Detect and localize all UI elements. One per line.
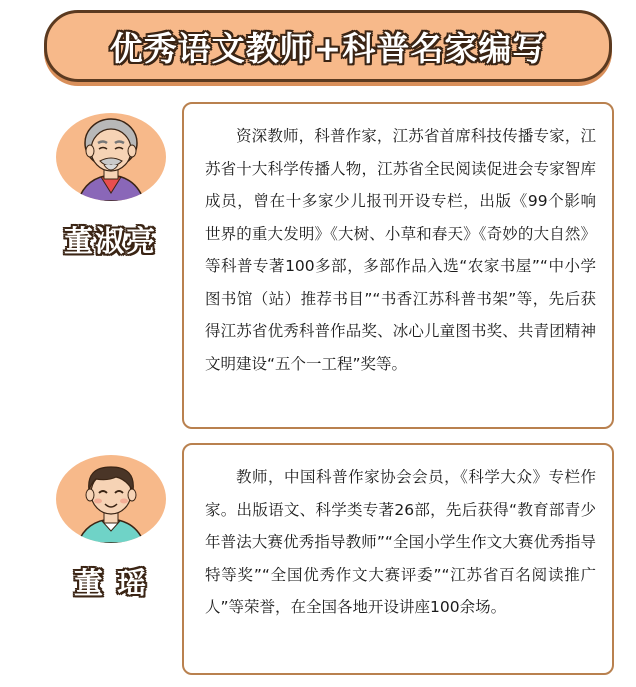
young-man-portrait-icon [56, 455, 166, 543]
banner-title: 优秀语文教师+科普名家编写 [109, 28, 547, 68]
author-bio-card [182, 102, 614, 429]
author-name: 董淑亮 [64, 224, 158, 258]
author-bio: 资深教师，科普作家，江苏省首席科技传播专家，江苏省十大科学传播人物，江苏省全民阅读促进会专家智库成员，曾在十多家少儿报刊开设专栏，出版《99个影响世界的重大发明》《大树、小草和春天》《奇妙的大自然》等科普专著100多部，多部作品入选“农家书屋”“中小学图书馆（站）推荐书目”“书香江苏科普书架”等，先后获得江苏省优秀科普作品奖、冰心儿童图书奖、共青团精神文明建设“五个一工程”奖等。 [205, 127, 596, 373]
avatar-young-man [56, 455, 166, 543]
avatar-elderly-man [56, 113, 166, 201]
author-bio: 教师，中国科普作家协会会员，《科学大众》专栏作家。出版语文、科学类专著26部，先后获得“教育部青少年普法大赛优秀指导教师”“全国小学生作文大赛优秀指导特等奖”“全国优秀作文大赛评委”“江苏省百名阅读推广人”等荣誉，在全国各地开设讲座100余场。 [205, 468, 596, 616]
author-bio-card [182, 443, 614, 675]
author-name: 董 瑶 [74, 566, 149, 600]
title-banner [44, 10, 612, 82]
elderly-man-portrait-icon [56, 113, 166, 201]
